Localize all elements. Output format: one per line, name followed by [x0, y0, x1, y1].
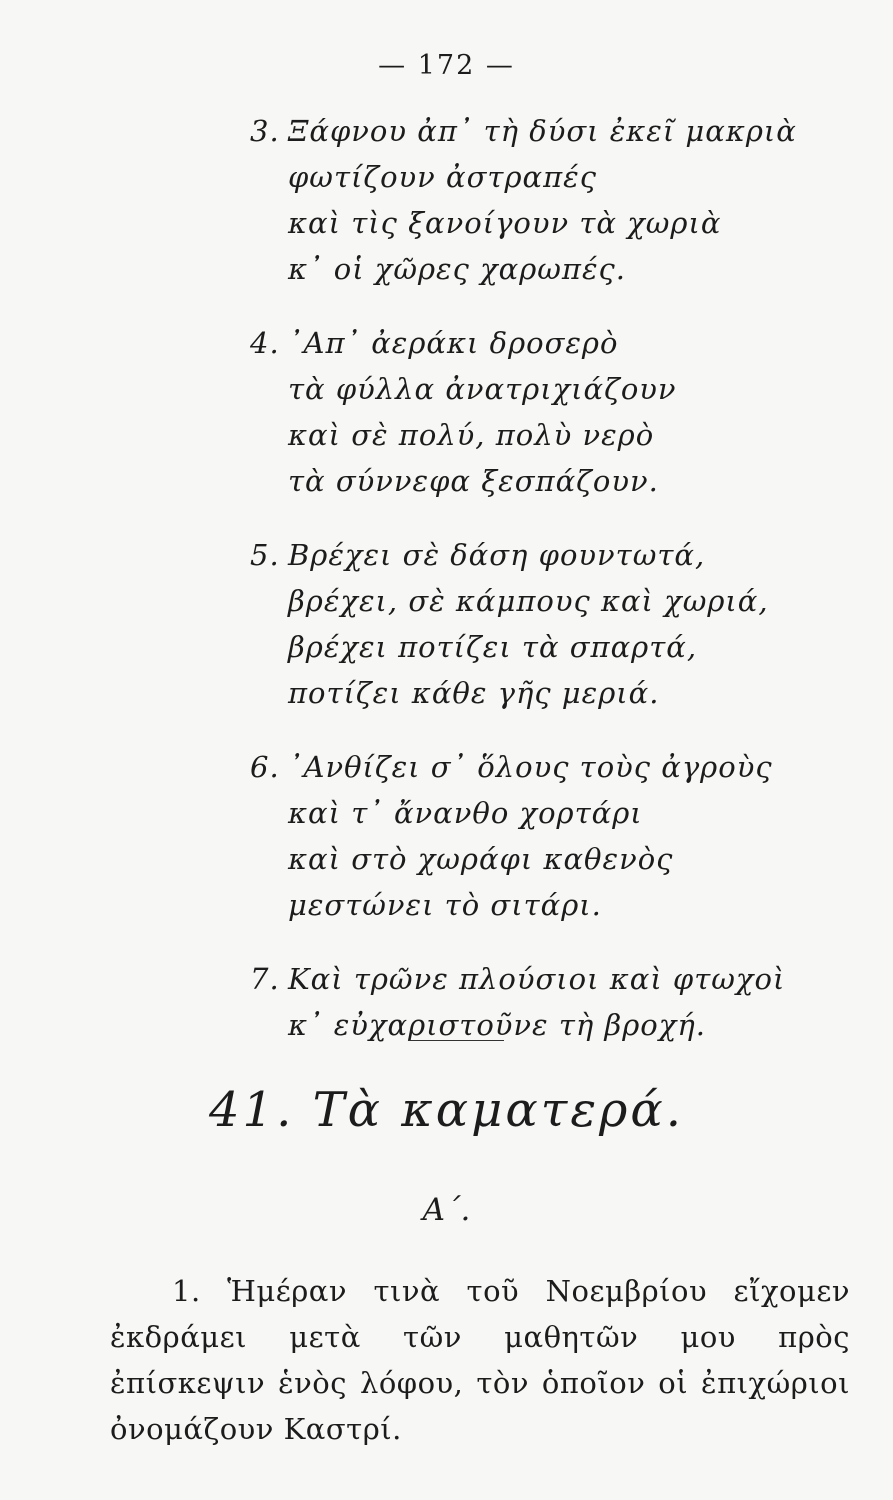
stanza-line	[250, 412, 810, 458]
stanza-line-text: καὶ τὶς ξανοίγουν τὰ χωριὰ	[288, 206, 722, 240]
stanza-line-text: βρέχει, σὲ κάμπους καὶ χωριά,	[288, 584, 769, 618]
stanza-line	[250, 882, 810, 928]
stanza-line	[250, 200, 810, 246]
stanza-line-text: ᾽Ανθίζει σ᾽ ὅλους τοὺς ἀγροὺς	[288, 750, 773, 784]
stanza-line	[250, 246, 810, 292]
stanza-line-text: κ᾽ εὐχαριστοῦνε τὴ βροχή.	[288, 1008, 706, 1042]
stanza-3	[250, 108, 810, 292]
stanza-line	[250, 578, 810, 624]
stanza-number: 5.	[250, 538, 280, 572]
stanza-line-text: καὶ σὲ πολύ, πολὺ νερὸ	[288, 418, 655, 452]
stanza-line-text: καὶ τ᾽ ἄνανθο χορτάρι	[288, 796, 643, 830]
stanza-line-text: τὰ σύννεφα ξεσπάζουν.	[288, 464, 659, 498]
stanza-5	[250, 532, 810, 716]
stanza-number: 3.	[250, 114, 280, 148]
section-title: 41. Τὰ καματερά.	[209, 1082, 684, 1138]
stanza-line	[250, 154, 810, 200]
stanza-6	[250, 744, 810, 928]
stanza-4	[250, 320, 810, 504]
stanza-line	[250, 624, 810, 670]
stanza-line-text: ᾽Απ᾽ ἀεράκι δροσερὸ	[288, 326, 619, 360]
stanza-line	[250, 532, 810, 578]
section-divider	[408, 1040, 504, 1041]
stanza-line	[250, 790, 810, 836]
stanza-number: 6.	[250, 750, 280, 784]
stanza-line	[250, 1002, 810, 1048]
stanza-line-text: Βρέχει σὲ δάση φουντωτά,	[288, 538, 706, 572]
stanza-line	[250, 320, 810, 366]
stanza-line-text: φωτίζουν ἀστραπές	[288, 160, 597, 194]
poem	[250, 108, 810, 1076]
stanza-line-text: Καὶ τρῶνε πλούσιοι καὶ φτωχοὶ	[288, 962, 786, 996]
stanza-line	[250, 670, 810, 716]
page-number: — 172 —	[378, 50, 515, 81]
stanza-line-text: βρέχει ποτίζει τὰ σπαρτά,	[288, 630, 698, 664]
stanza-line	[250, 744, 810, 790]
stanza-number: 7.	[250, 962, 280, 996]
prose-paragraph: 1. Ἡμέραν τινὰ τοῦ Νοεμβρίου εἴχομεν ἐκδράμει μετὰ τῶν μαθητῶν μου πρὸς ἐπίσκεψιν ἑνὸς λόφου, τὸν ὁποῖον οἱ ἐπιχώριοι ὀνομάζουν Καστρί.	[110, 1274, 850, 1446]
stanza-line	[250, 366, 810, 412]
stanza-line	[250, 836, 810, 882]
stanza-line-text: μεστώνει τὸ σιτάρι.	[288, 888, 602, 922]
subsection-heading: Α΄.	[422, 1192, 471, 1228]
stanza-line-text: καὶ στὸ χωράφι καθενὸς	[288, 842, 674, 876]
stanza-line-text: ποτίζει κάθε γῆς μεριά.	[288, 676, 660, 710]
stanza-line	[250, 956, 810, 1002]
stanza-line	[250, 108, 810, 154]
stanza-7	[250, 956, 810, 1048]
stanza-number: 4.	[250, 326, 280, 360]
stanza-line	[250, 458, 810, 504]
stanza-line-text: κ᾽ οἱ χῶρες χαρωπές.	[288, 252, 627, 286]
stanza-line-text: τὰ φύλλα ἀνατριχιάζουν	[288, 372, 677, 406]
stanza-line-text: Ξάφνου ἀπ᾽ τὴ δύσι ἐκεῖ μακριὰ	[288, 114, 797, 148]
